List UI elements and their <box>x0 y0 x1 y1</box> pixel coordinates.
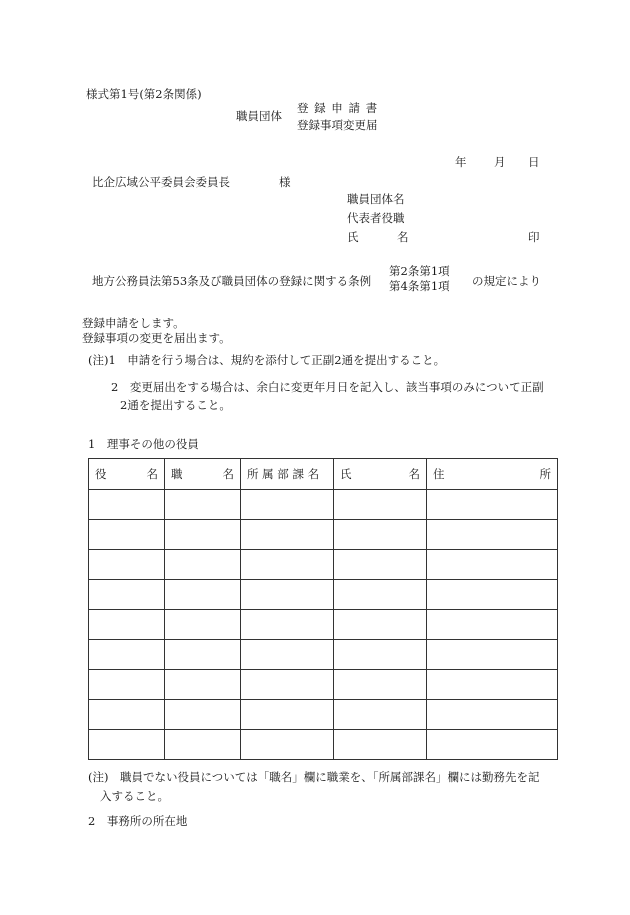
officer-cell[interactable] <box>241 730 334 760</box>
addressee-honorific: 様 <box>279 175 291 189</box>
officer-cell[interactable] <box>165 700 241 730</box>
officer-cell[interactable] <box>165 640 241 670</box>
officer-cell[interactable] <box>165 580 241 610</box>
officer-cell[interactable] <box>241 610 334 640</box>
officer-cell[interactable] <box>165 610 241 640</box>
officer-cell[interactable] <box>427 730 558 760</box>
officer-row <box>89 640 558 670</box>
section-2-heading: 2 事務所の所在地 <box>88 814 188 828</box>
officer-cell[interactable] <box>165 730 241 760</box>
officer-cell[interactable] <box>89 610 165 640</box>
officer-cell[interactable] <box>334 520 427 550</box>
title-prefix: 職員団体 <box>236 109 282 123</box>
officer-cell[interactable] <box>334 550 427 580</box>
col-job-title: 職 名 <box>165 459 241 490</box>
officer-cell[interactable] <box>89 730 165 760</box>
officer-row <box>89 670 558 700</box>
col-role: 役 名 <box>89 459 165 490</box>
officer-row <box>89 520 558 550</box>
legal-suffix: の規定により <box>472 274 541 288</box>
officer-cell[interactable] <box>334 580 427 610</box>
officer-cell[interactable] <box>427 550 558 580</box>
officer-cell[interactable] <box>89 520 165 550</box>
officer-cell[interactable] <box>241 640 334 670</box>
note-1: (注)1 申請を行う場合は、規約を添付して正副2通を提出すること。 <box>88 353 446 367</box>
officer-cell[interactable] <box>427 670 558 700</box>
officer-cell[interactable] <box>334 730 427 760</box>
legal-basis: 地方公務員法第53条及び職員団体の登録に関する条例 <box>92 274 372 288</box>
note-2-line-1: 2 変更届出をする場合は、余白に変更年月日を記入し、該当事項のみについて正副 <box>111 380 544 394</box>
officer-cell[interactable] <box>241 550 334 580</box>
legal-clauses <box>389 264 450 294</box>
officer-cell[interactable] <box>334 610 427 640</box>
officer-cell[interactable] <box>427 520 558 550</box>
name-label-1: 氏 <box>347 230 359 244</box>
statement-apply: 登録申請をします。 <box>82 316 185 330</box>
section-1-heading: 1 理事その他の役員 <box>88 437 199 451</box>
officer-cell[interactable] <box>334 490 427 520</box>
officer-cell[interactable] <box>241 490 334 520</box>
officer-cell[interactable] <box>427 700 558 730</box>
officer-cell[interactable] <box>89 670 165 700</box>
col-department: 所 属 部 課 名 <box>241 459 334 490</box>
officer-cell[interactable] <box>427 580 558 610</box>
col-address: 住 所 <box>427 459 558 490</box>
officer-cell[interactable] <box>241 700 334 730</box>
form-number: 様式第1号(第2条関係) <box>86 87 202 101</box>
addressee-name: 比企広域公平委員会委員長 <box>92 175 230 189</box>
date-day: 日 <box>528 155 540 169</box>
officer-cell[interactable] <box>89 700 165 730</box>
seal-mark: 印 <box>528 230 540 244</box>
section-1-note-line-1: (注) 職員でない役員については「職名」欄に職業を、「所属部課名」欄には勤務先を記 <box>88 770 540 784</box>
officer-cell[interactable] <box>89 580 165 610</box>
officer-cell[interactable] <box>427 640 558 670</box>
section-1-note-line-2: 入すること。 <box>100 789 169 803</box>
officer-row <box>89 550 558 580</box>
officer-cell[interactable] <box>89 490 165 520</box>
title-line-1: 登 録 申 請 書 <box>297 101 379 115</box>
org-name-label: 職員団体名 <box>347 192 405 206</box>
clause-1: 第2条第1項 <box>389 264 450 278</box>
date-year: 年 <box>455 155 467 169</box>
note-2-line-2: 2通を提出すること。 <box>120 398 231 412</box>
name-label-2: 名 <box>397 230 409 244</box>
officers-table <box>88 458 558 760</box>
officer-row <box>89 730 558 760</box>
title-line-2: 登録事項変更届 <box>297 118 378 132</box>
representative-label: 代表者役職 <box>347 211 405 225</box>
statement-change: 登録事項の変更を届出ます。 <box>82 331 231 345</box>
officer-cell[interactable] <box>427 490 558 520</box>
officer-cell[interactable] <box>165 520 241 550</box>
officer-cell[interactable] <box>241 670 334 700</box>
officer-row <box>89 490 558 520</box>
officer-cell[interactable] <box>165 490 241 520</box>
officer-cell[interactable] <box>89 550 165 580</box>
officer-cell[interactable] <box>427 610 558 640</box>
officer-cell[interactable] <box>334 670 427 700</box>
officer-cell[interactable] <box>334 700 427 730</box>
officers-header-row <box>89 459 558 490</box>
officer-cell[interactable] <box>165 670 241 700</box>
clause-2: 第4条第1項 <box>389 279 450 293</box>
officer-cell[interactable] <box>241 580 334 610</box>
col-name: 氏 名 <box>334 459 427 490</box>
date-month: 月 <box>494 155 506 169</box>
officer-row <box>89 700 558 730</box>
officer-row <box>89 610 558 640</box>
officer-row <box>89 580 558 610</box>
officer-cell[interactable] <box>241 520 334 550</box>
officer-cell[interactable] <box>165 550 241 580</box>
officer-cell[interactable] <box>334 640 427 670</box>
officer-cell[interactable] <box>89 640 165 670</box>
